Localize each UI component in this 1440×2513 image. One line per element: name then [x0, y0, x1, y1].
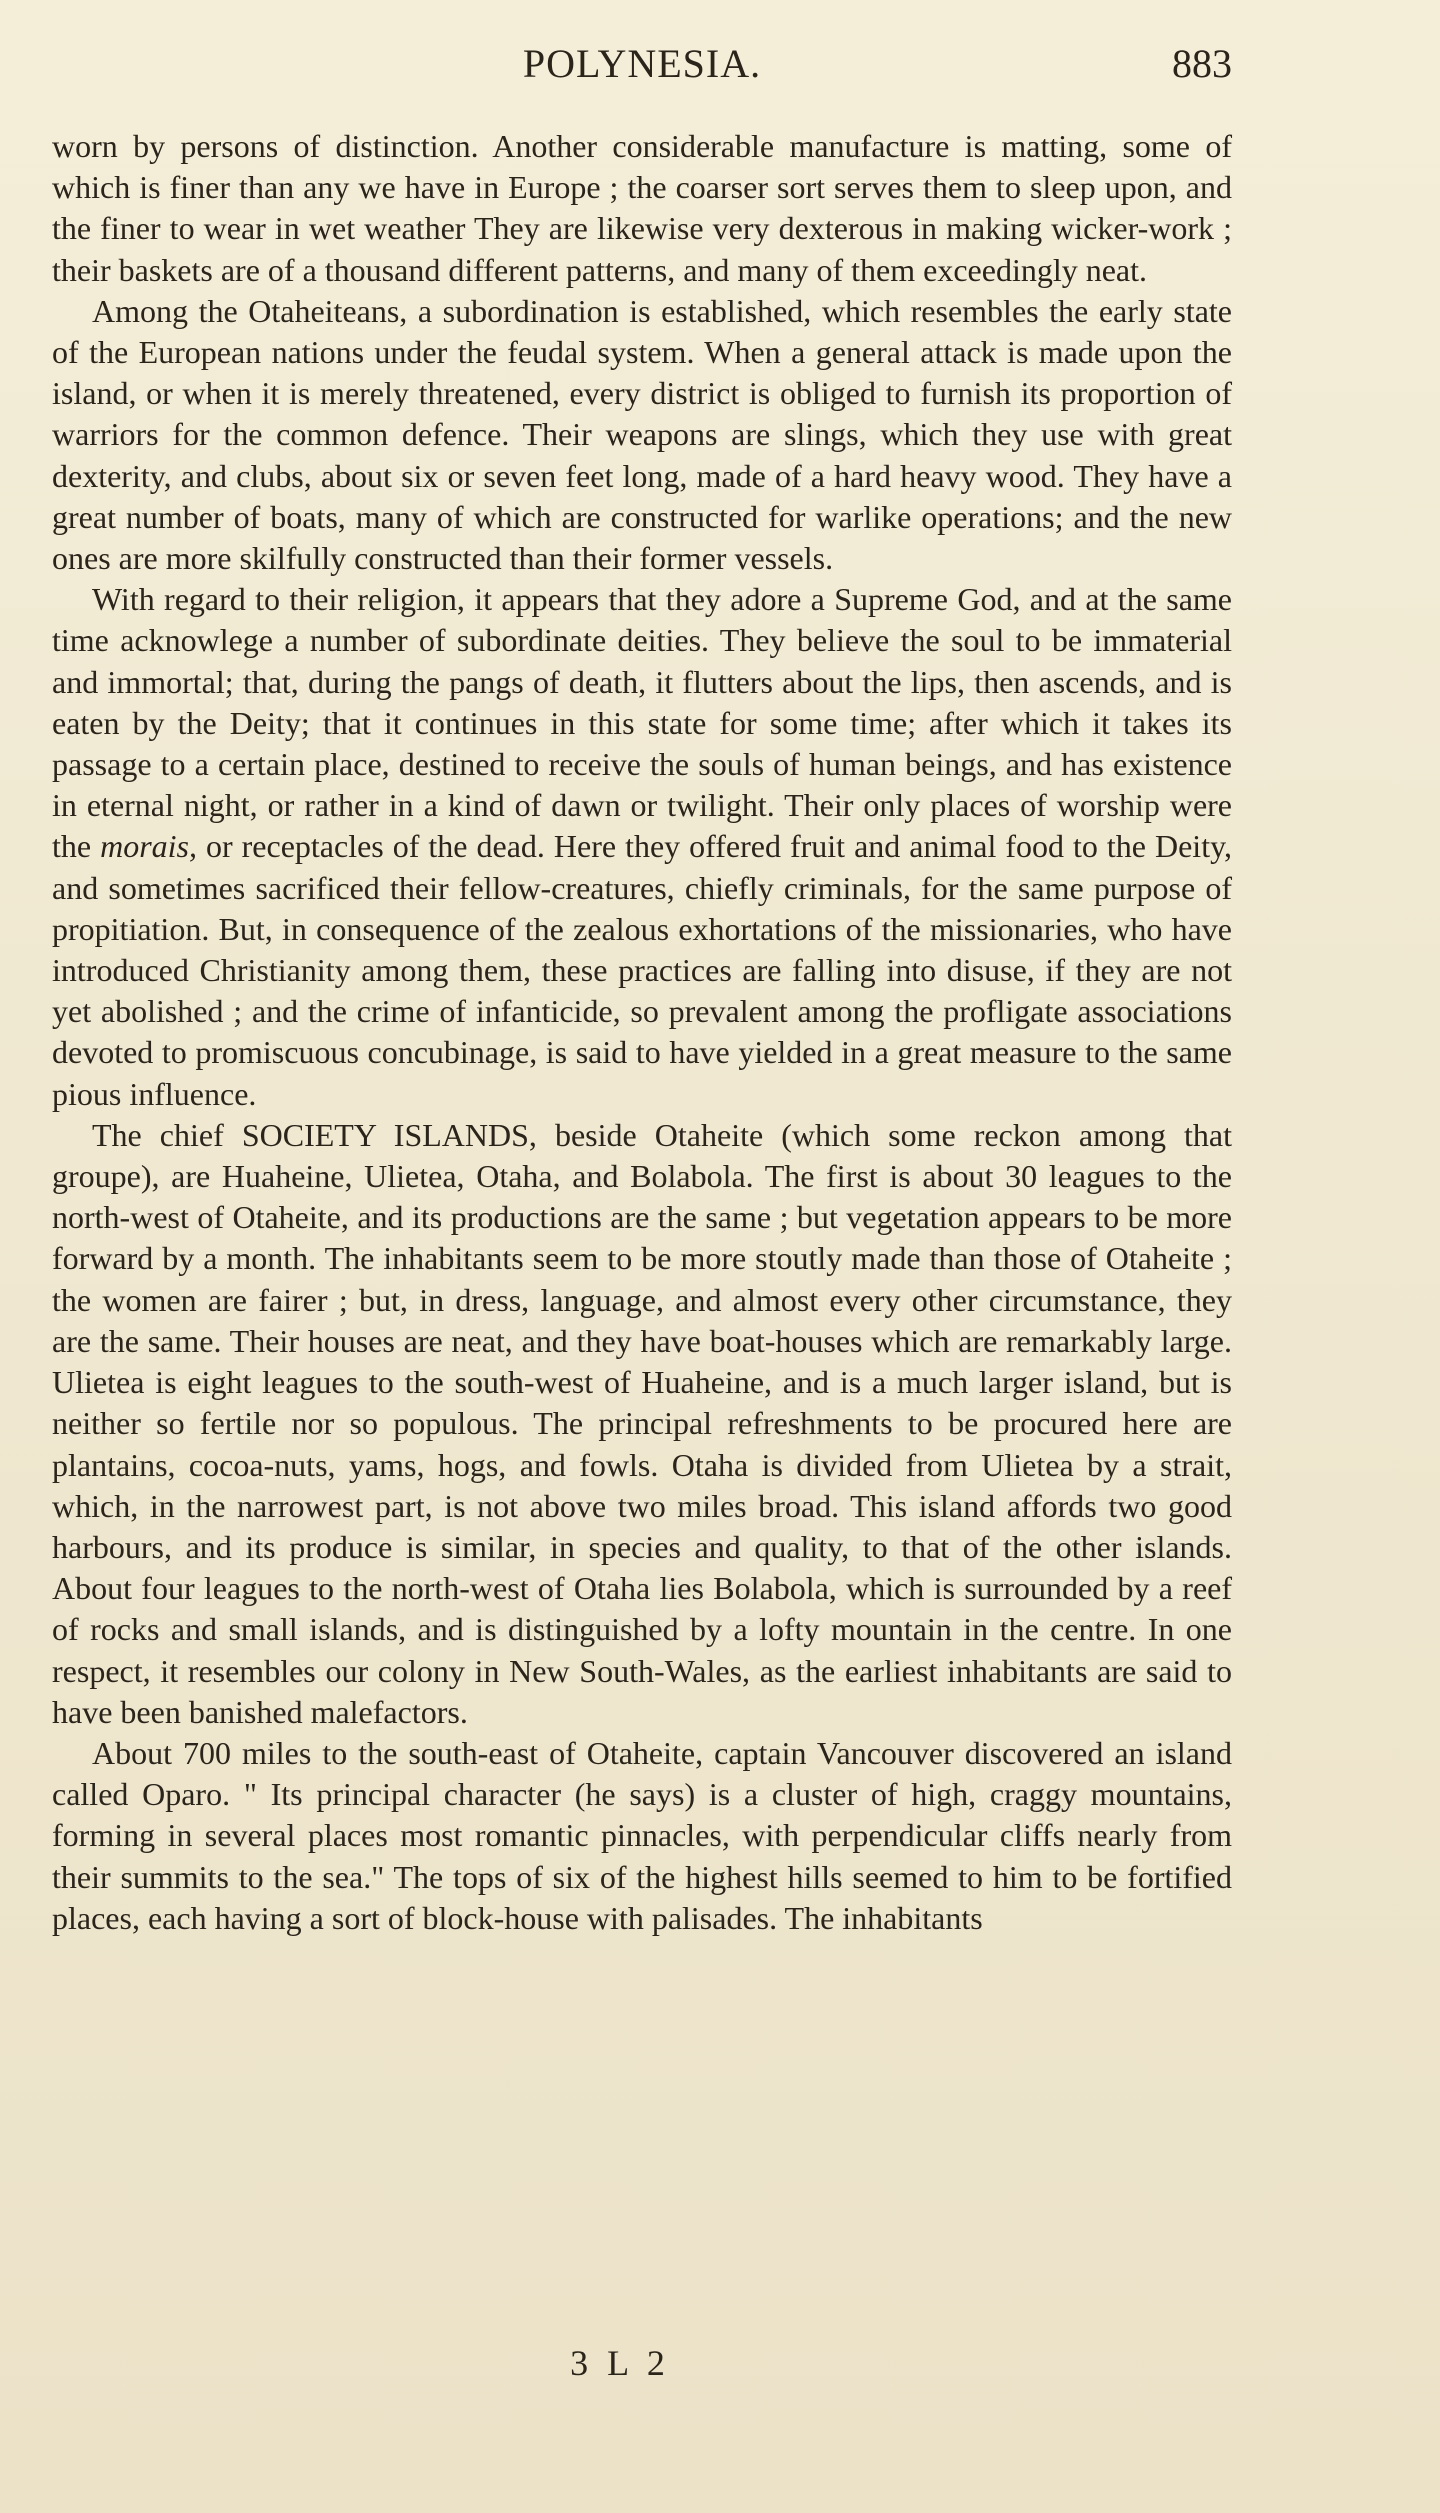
paragraph-oparo: About 700 miles to the south-east of Otaheite, captain Vancouver discovered an island called Oparo. " Its principal character (he says) is a cluster of high, craggy mountains, forming in several places most romantic pinnacles, with perpendicular cliffs nearly from their summits to the sea." The tops of six of the highest hills seemed to him to be fortified places, each having a sort of block-house with palisades. The inhabitants: [52, 1734, 1232, 1936]
page-number: 883: [1172, 41, 1232, 86]
paragraph-society-islands: The chief SOCIETY ISLANDS, beside Otaheite (which some reckon among that groupe), are Huaheine, Ulietea, Otaha, and Bolabola. The first is about 30 leagues to the north-west of Otaheite, and its productions are the same ; but vegetation appears to be more forward by a month. The inhabitants seem to be more stoutly made than those of Otaheite ; the women are fairer ; but, in dress, language, and almost every other circumstance, they are the same. Their houses are neat, and they have boat-houses which are remarkably large. Ulietea is eight leagues to the south-west of Huaheine, and is a much larger island, but is neither so fertile nor so populous. The principal refreshments to be procured here are plantains, cocoa-nuts, yams, hogs, and fowls. Otaha is divided from Ulietea by a strait, which, in the narrowest part, is not above two miles broad. This island affords two good harbours, and its produce is similar, in species and quality, to that of the other islands. About four leagues to the north-west of Otaha lies Bolabola, which is surrounded by a reef of rocks and small islands, and is distinguished by a lofty mountain in the centre. In one respect, it resembles our colony in New South-Wales, as the earliest inhabitants are said to have been banished malefactors.: [52, 1116, 1232, 1730]
paragraph-religion-after: or receptacles of the dead. Here they offered fruit and animal food to the Deity, and sometimes sacrificed their fellow-creatures, chiefly criminals, for the same purpose of propitiation. But, in consequence of the zealous exhortations of the missionaries, who have introduced Christianity among them, these practices are falling into disuse, if they are not yet abolished ; and the crime of infanticide, so prevalent among the profligate associations devoted to promiscuous concubinage, is said to have yielded in a great measure to the same pious influence.: [52, 828, 1233, 1112]
paragraph-otaheitean-society: Among the Otaheiteans, a subordination is established, which resembles the early state of the European nations under the feudal system. When a general attack is made upon the island, or when it is merely threatened, every district is obliged to furnish its proportion of warriors for the common defence. Their weapons are slings, which they use with great dexterity, and clubs, about six or seven feet long, made of a hard heavy wood. They have a great number of boats, many of which are constructed for warlike operations; and the new ones are more skilfully constructed than their former vessels.: [52, 292, 1232, 577]
paragraph-religion-before: With regard to their religion, it appears that they adore a Supreme God, and at the same time acknowlege a number of subordinate deities. They believe the soul to be immaterial and immortal; that, during the pangs of death, it flutters about the lips, then ascends, and is eaten by the Deity; that it continues in this state for some time; after which it takes its passage to a certain place, destined to receive the souls of human beings, and has existence in eternal night, or rather in a kind of dawn or twilight. Their only places of worship were the: [52, 581, 1232, 865]
running-head: POLYNESIA.: [522, 41, 762, 86]
italic-morais: morais,: [100, 828, 197, 865]
paragraph-continuation: worn by persons of distinction. Another considerable manufacture is matting, some of which is finer than any we have in Europe ; the coarser sort serves them to sleep upon, and the finer to wear in wet weather They are likewise very dexterous in making wicker-work ; their baskets are of a thousand different patterns, and many of them exceedingly neat.: [52, 128, 1232, 288]
paragraph-religion: [52, 579, 1232, 1115]
printer-signature: 3 L 2: [570, 2343, 670, 2383]
body-text: [52, 126, 1232, 2406]
page-header: [52, 40, 1232, 104]
